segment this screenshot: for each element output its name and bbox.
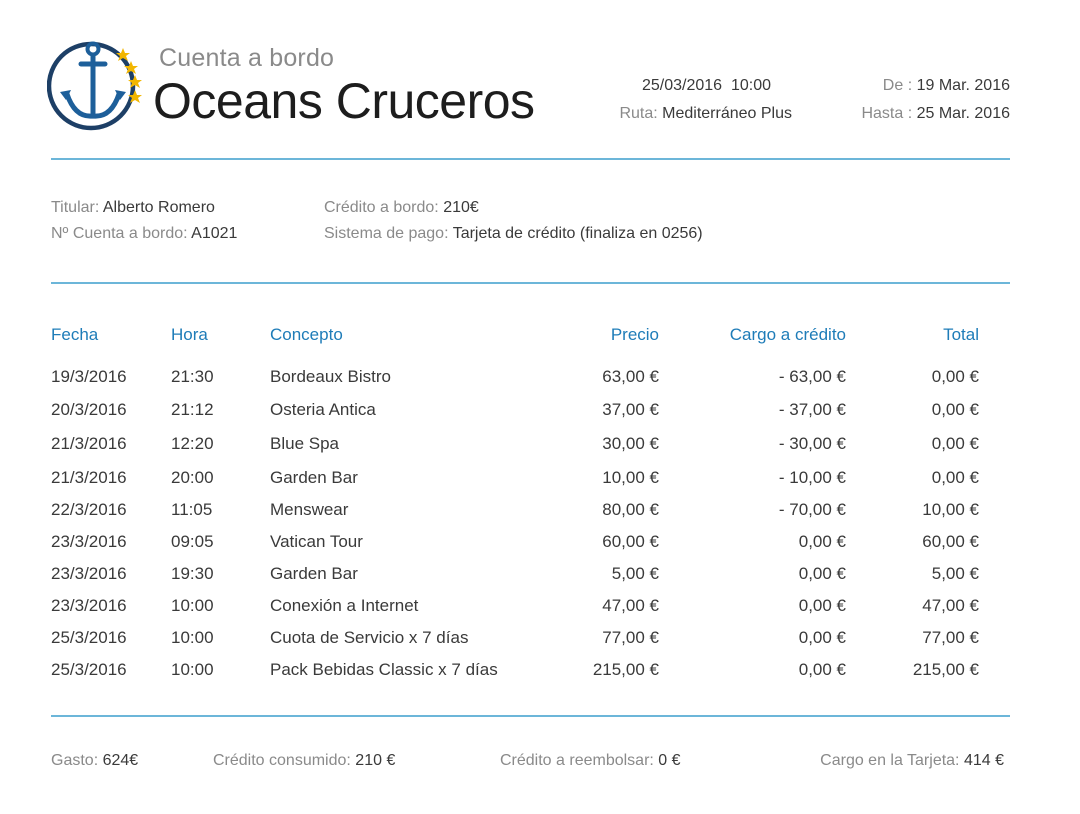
cell-time: 10:00 (171, 660, 214, 679)
column-header-time: Hora (171, 325, 208, 344)
divider (51, 715, 1010, 717)
cell-total: 0,00 € (931, 400, 979, 419)
cell-price: 63,00 € (602, 367, 659, 386)
cell-credit: 0,00 € (798, 628, 846, 647)
cell-price: 5,00 € (611, 564, 659, 583)
cell-date: 23/3/2016 (51, 596, 127, 615)
cell-concept: Osteria Antica (270, 400, 376, 419)
payment-value: Tarjeta de crédito (finaliza en 0256) (452, 225, 703, 242)
cell-total: 47,00 € (922, 596, 979, 615)
payment-label: Sistema de pago: (324, 225, 449, 242)
cell-price: 80,00 € (602, 500, 659, 519)
payment-method (324, 225, 703, 243)
account-number-value: A1021 (191, 225, 238, 242)
cell-concept: Garden Bar (270, 564, 358, 583)
spent-value: 624€ (102, 752, 139, 769)
cell-credit: 0,00 € (798, 564, 846, 583)
cell-time: 09:05 (171, 532, 214, 551)
brand-name-secondary: Cruceros (322, 73, 535, 129)
cell-price: 60,00 € (602, 532, 659, 551)
cell-credit: 0,00 € (798, 532, 846, 551)
account-holder (51, 199, 215, 217)
table-row (0, 434, 1080, 458)
table-row (0, 564, 1080, 588)
summary-spent (51, 752, 138, 770)
route-info (619, 105, 792, 123)
date-from (883, 77, 1010, 95)
divider (51, 158, 1010, 160)
table-row (0, 628, 1080, 652)
spent-label: Gasto: (51, 752, 99, 769)
holder-value: Alberto Romero (102, 199, 215, 216)
cell-total: 10,00 € (922, 500, 979, 519)
route-value: Mediterráneo Plus (662, 105, 792, 122)
cell-concept: Vatican Tour (270, 532, 363, 551)
table-row (0, 500, 1080, 524)
cell-price: 215,00 € (592, 660, 659, 679)
column-header-credit: Cargo a crédito (729, 325, 846, 344)
cell-total: 77,00 € (922, 628, 979, 647)
cell-credit: - 70,00 € (778, 500, 846, 519)
column-header-date: Fecha (51, 325, 99, 344)
holder-label: Titular: (51, 199, 100, 216)
cell-price: 47,00 € (602, 596, 659, 615)
table-row (0, 596, 1080, 620)
cell-total: 60,00 € (922, 532, 979, 551)
cell-concept: Bordeaux Bistro (270, 367, 391, 386)
summary-credit-refund (500, 752, 681, 770)
cell-credit: - 10,00 € (778, 468, 846, 487)
cell-date: 22/3/2016 (51, 500, 127, 519)
summary-credit-consumed (213, 752, 395, 770)
cell-concept: Cuota de Servicio x 7 días (270, 628, 469, 647)
cell-concept: Menswear (270, 500, 349, 519)
cell-concept: Pack Bebidas Classic x 7 días (270, 660, 498, 679)
cell-time: 10:00 (171, 628, 214, 647)
refund-value: 0 € (658, 752, 681, 769)
account-number (51, 225, 237, 243)
credit-value: 210€ (443, 199, 479, 216)
cell-time: 21:30 (171, 367, 214, 386)
credit-label: Crédito a bordo: (324, 199, 439, 216)
table-row (0, 367, 1080, 391)
brand-name-primary: Oceans (153, 73, 323, 129)
cell-total: 215,00 € (912, 660, 979, 679)
cell-date: 23/3/2016 (51, 564, 127, 583)
cell-credit: 0,00 € (798, 596, 846, 615)
cell-time: 21:12 (171, 400, 214, 419)
cell-time: 20:00 (171, 468, 214, 487)
route-label: Ruta: (619, 105, 658, 122)
table-row (0, 468, 1080, 492)
cell-price: 77,00 € (602, 628, 659, 647)
table-row (0, 532, 1080, 556)
date-from-value: 19 Mar. 2016 (916, 77, 1010, 94)
consumed-label: Crédito consumido: (213, 752, 351, 769)
account-number-label: Nº Cuenta a bordo: (51, 225, 188, 242)
cell-total: 0,00 € (931, 468, 979, 487)
divider (51, 282, 1010, 284)
cell-date: 21/3/2016 (51, 468, 127, 487)
cell-time: 10:00 (171, 596, 214, 615)
cell-date: 19/3/2016 (51, 367, 127, 386)
cell-credit: 0,00 € (798, 660, 846, 679)
column-header-total: Total (943, 325, 979, 344)
cell-credit: - 30,00 € (778, 434, 846, 453)
cell-time: 11:05 (171, 500, 213, 519)
onboard-credit (324, 199, 479, 217)
cell-price: 30,00 € (602, 434, 659, 453)
card-label: Cargo en la Tarjeta: (820, 752, 960, 769)
cell-credit: - 63,00 € (778, 367, 846, 386)
page-subtitle: Cuenta a bordo (159, 44, 335, 72)
cell-date: 23/3/2016 (51, 532, 127, 551)
cell-concept: Conexión a Internet (270, 596, 419, 615)
table-row (0, 660, 1080, 684)
refund-label: Crédito a reembolsar: (500, 752, 654, 769)
cell-date: 21/3/2016 (51, 434, 127, 453)
cell-price: 10,00 € (602, 468, 659, 487)
cell-total: 0,00 € (931, 434, 979, 453)
cell-time: 19:30 (171, 564, 214, 583)
brand-name (153, 72, 535, 130)
date-from-label: De : (882, 77, 913, 94)
cell-date: 20/3/2016 (51, 400, 127, 419)
cell-price: 37,00 € (602, 400, 659, 419)
cell-time: 12:20 (171, 434, 214, 453)
cell-concept: Blue Spa (270, 434, 339, 453)
cell-concept: Garden Bar (270, 468, 358, 487)
column-header-concept: Concepto (270, 325, 343, 344)
cell-date: 25/3/2016 (51, 660, 127, 679)
cell-total: 0,00 € (931, 367, 979, 386)
statement-datetime: 25/03/2016 10:00 (642, 77, 772, 94)
table-row (0, 400, 1080, 424)
cell-total: 5,00 € (931, 564, 979, 583)
card-value: 414 € (963, 752, 1004, 769)
date-to-label: Hasta : (861, 105, 913, 122)
column-header-price: Precio (610, 325, 659, 344)
summary-card-charge (820, 752, 1004, 770)
cell-credit: - 37,00 € (778, 400, 846, 419)
anchor-logo-icon (47, 36, 147, 136)
date-to-value: 25 Mar. 2016 (916, 105, 1010, 122)
consumed-value: 210 € (355, 752, 396, 769)
date-to (861, 105, 1010, 123)
cell-date: 25/3/2016 (51, 628, 127, 647)
